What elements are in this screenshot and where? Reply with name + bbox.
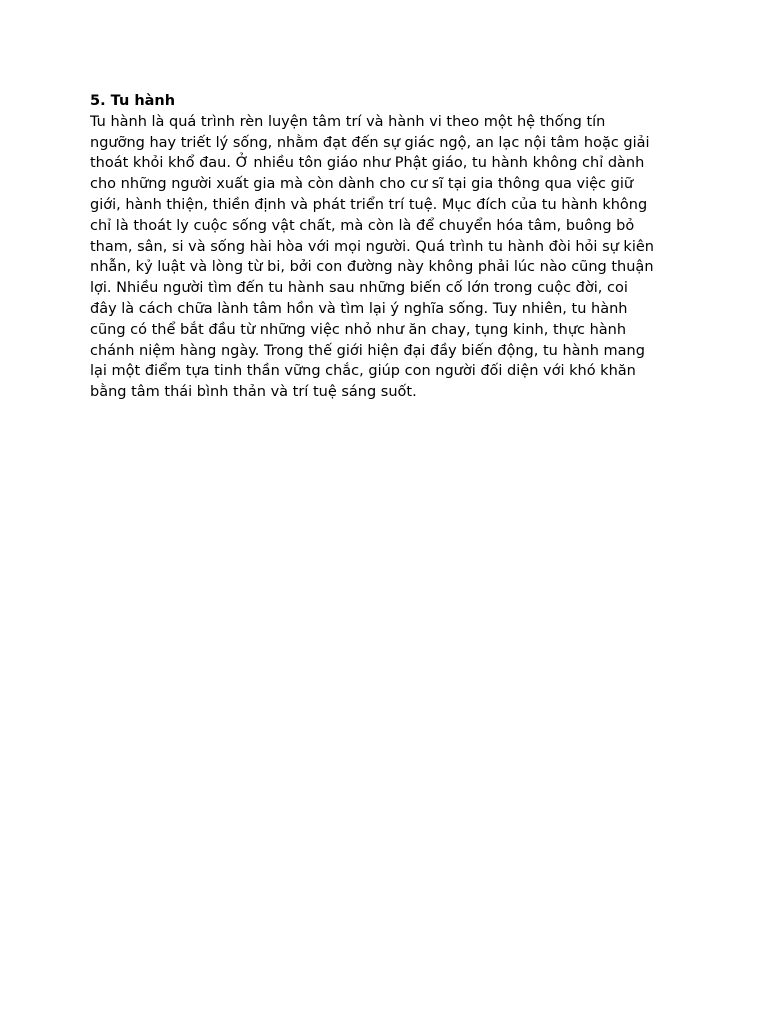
paragraph-line: Tu hành là quá trình rèn luyện tâm trí và hành vi theo một hệ thống tín <box>90 113 606 130</box>
paragraph-line: ngưỡng hay triết lý sống, nhằm đạt đến sự giác ngộ, an lạc nội tâm hoặc giải <box>90 134 650 151</box>
paragraph-line: thoát khỏi khổ đau. Ở nhiều tôn giáo như Phật giáo, tu hành không chỉ dành <box>90 155 645 172</box>
paragraph-line: cho những người xuất gia mà còn dành cho cư sĩ tại gia thông qua việc giữ <box>90 176 634 193</box>
paragraph-line: giới, hành thiện, thiền định và phát triển trí tuệ. Mục đích của tu hành không <box>90 196 648 213</box>
paragraph-line: nhẫn, kỷ luật và lòng từ bi, bởi con đường này không phải lúc nào cũng thuận <box>90 259 654 276</box>
section-paragraph <box>90 112 690 403</box>
paragraph-line: chánh niệm hàng ngày. Trong thế giới hiện đại đầy biến động, tu hành mang <box>90 342 645 359</box>
section-heading: 5. Tu hành <box>90 93 176 109</box>
paragraph-line: lợi. Nhiều người tìm đến tu hành sau những biến cố lớn trong cuộc đời, coi <box>90 280 628 297</box>
paragraph-line: tham, sân, si và sống hài hòa với mọi người. Quá trình tu hành đòi hỏi sự kiên <box>90 238 654 255</box>
document-content <box>90 91 690 403</box>
paragraph-line: đây là cách chữa lành tâm hồn và tìm lại ý nghĩa sống. Tuy nhiên, tu hành <box>90 300 628 317</box>
paragraph-line: chỉ là thoát ly cuộc sống vật chất, mà còn là để chuyển hóa tâm, buông bỏ <box>90 217 635 234</box>
paragraph-line: cũng có thể bắt đầu từ những việc nhỏ như ăn chay, tụng kinh, thực hành <box>90 321 627 338</box>
paragraph-line: lại một điểm tựa tinh thần vững chắc, giúp con người đối diện với khó khăn <box>90 363 636 380</box>
paragraph-line: bằng tâm thái bình thản và trí tuệ sáng suốt. <box>90 384 417 401</box>
